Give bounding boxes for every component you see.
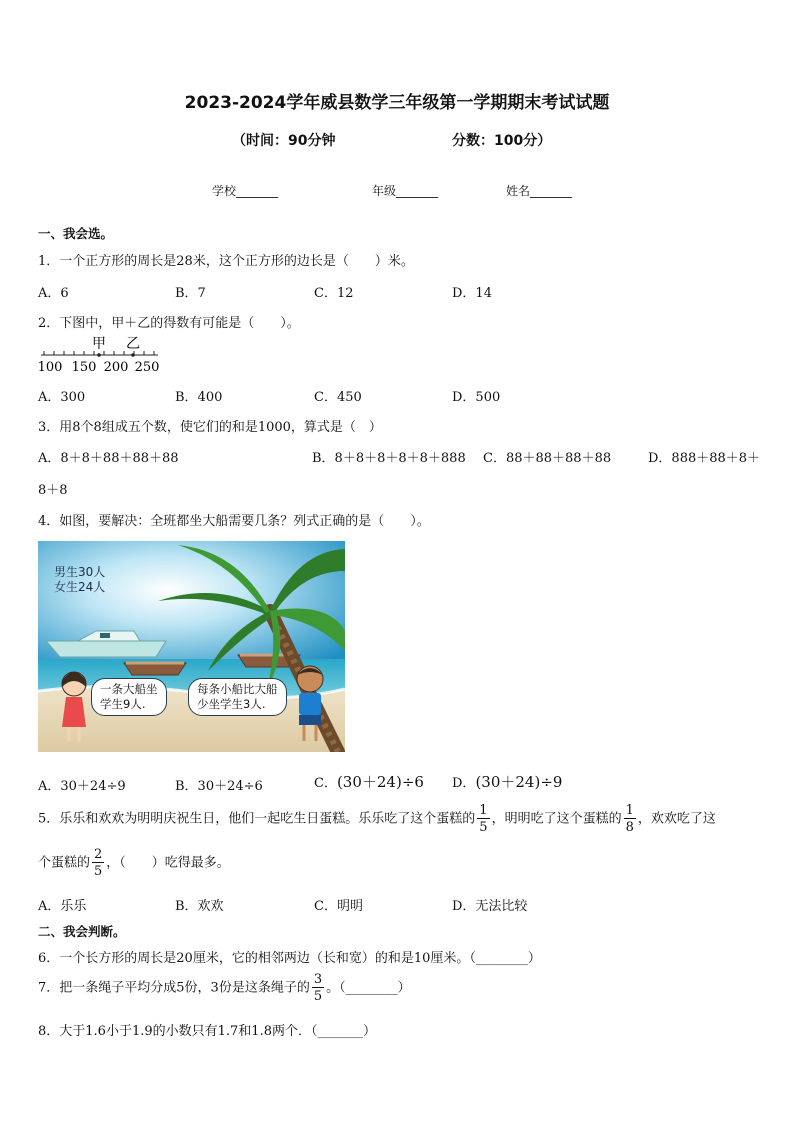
- beach-scene-illustration: [38, 541, 345, 752]
- fraction-one-fifth: [477, 804, 489, 834]
- question-2-text: 2．下图中，甲＋乙的得数有可能是（ ）。: [38, 316, 300, 331]
- page-title: 2023-2024学年威县数学三年级第一学期期末考试试题: [184, 93, 610, 113]
- q4-option-d-expression: (30＋24)÷9: [475, 773, 563, 791]
- fraction-one-eighth: [624, 804, 636, 834]
- q3-option-d-continued: 8＋8: [38, 483, 68, 498]
- q5-option-b[interactable]: B．欢欢: [175, 899, 224, 914]
- fraction-numerator: 1: [479, 803, 488, 818]
- tick-label-200: 200: [103, 360, 129, 375]
- number-line-diagram: [36, 334, 166, 376]
- fraction-numerator: 3: [313, 972, 323, 987]
- boys-count-label: 男生30人: [54, 565, 106, 579]
- school-field[interactable]: 学校_______: [212, 184, 279, 198]
- point-yi: [131, 353, 135, 357]
- bubble-boy-line-2: 少坐学生3人.: [197, 697, 266, 711]
- q4-option-c-expression: (30＋24)÷6: [336, 773, 424, 791]
- bubble-boy-line-1: 每条小船比大船: [197, 682, 278, 696]
- fraction-denominator: 8: [625, 820, 634, 835]
- q5-text-part-4: 个蛋糕的: [38, 855, 91, 871]
- q4-option-d[interactable]: [452, 771, 562, 792]
- speech-bubble-girl: [91, 678, 167, 716]
- q3-option-a[interactable]: A．8＋8＋88＋88＋88: [38, 451, 179, 466]
- q4-option-c-prefix: C．: [314, 776, 337, 791]
- q1-option-d[interactable]: D．14: [452, 286, 492, 301]
- fraction-numerator: 2: [94, 847, 103, 862]
- q4-option-d-prefix: D．: [452, 776, 476, 791]
- q4-option-b[interactable]: B．30＋24÷6: [175, 779, 263, 794]
- grade-field[interactable]: 年级_______: [372, 184, 439, 198]
- q1-option-b[interactable]: B．7: [175, 286, 206, 301]
- label-jia: 甲: [92, 336, 106, 352]
- q4-option-c[interactable]: [314, 771, 424, 792]
- section-heading-choice: 一、我会选。: [38, 226, 114, 241]
- q5-text-part-2: ，明明吃了这个蛋糕的: [491, 811, 622, 827]
- fraction-denominator: 5: [313, 989, 323, 1004]
- q4-option-a[interactable]: A．30＋24÷9: [38, 779, 126, 794]
- q5-text-part-3: ，欢欢吃了这: [637, 811, 716, 827]
- q2-option-c[interactable]: C．450: [314, 390, 362, 405]
- q5-option-c[interactable]: C．明明: [314, 899, 363, 914]
- name-field[interactable]: 姓名_______: [506, 184, 573, 198]
- exam-score: 分数：100分）: [452, 133, 552, 149]
- fraction-denominator: 5: [94, 864, 103, 879]
- question-8-text: 8．大于1.6小于1.9的小数只有1.7和1.8两个．（_______）: [38, 1024, 376, 1039]
- q2-option-d[interactable]: D．500: [452, 390, 501, 405]
- q5-text-part-5: ，（ ）吃得最多。: [106, 855, 230, 871]
- bubble-girl-line-2: 学生9人.: [100, 697, 146, 711]
- q5-option-a[interactable]: A．乐乐: [38, 899, 87, 914]
- question-4-text: 4．如图，要解决：全班都坐大船需要几条？列式正确的是（ ）。: [38, 514, 430, 529]
- question-1-text: 1．一个正方形的周长是28米，这个正方形的边长是（ ）米。: [38, 254, 414, 269]
- q5-option-d[interactable]: D．无法比较: [452, 899, 528, 914]
- fraction-denominator: 5: [479, 820, 488, 835]
- exam-time: （时间：90分钟: [232, 133, 336, 149]
- q7-text-part-2: 。（________）: [326, 980, 411, 996]
- q3-option-d[interactable]: D．888＋88＋8＋: [648, 451, 761, 466]
- fraction-numerator: 1: [625, 803, 634, 818]
- section-heading-judge: 二、我会判断。: [38, 924, 126, 939]
- q1-option-c[interactable]: C．12: [314, 286, 354, 301]
- q7-text-part-1: 7．把一条绳子平均分成5份，3份是这条绳子的: [38, 980, 310, 996]
- point-jia: [97, 353, 101, 357]
- bubble-girl-line-1: 一条大船坐: [100, 682, 158, 696]
- tick-label-150: 150: [71, 360, 97, 375]
- q2-option-a[interactable]: A．300: [38, 390, 86, 405]
- question-5-line-2: [38, 848, 230, 878]
- label-yi: 乙: [126, 336, 140, 352]
- question-7-text: [38, 973, 411, 1003]
- tick-label-250: 250: [134, 360, 160, 375]
- q1-option-a[interactable]: A．6: [38, 286, 69, 301]
- girls-count-label: 女生24人: [54, 580, 106, 594]
- fraction-two-fifths: [92, 848, 104, 878]
- q2-option-b[interactable]: B．400: [175, 390, 223, 405]
- question-3-text: 3．用8个8组成五个数，使它们的和是1000，算式是（ ）: [38, 420, 382, 435]
- tick-label-100: 100: [37, 360, 63, 375]
- q3-option-b[interactable]: B．8＋8＋8＋8＋8＋888: [312, 451, 466, 466]
- fraction-three-fifths: [312, 973, 324, 1003]
- q3-option-c[interactable]: C．88＋88＋88＋88: [483, 451, 612, 466]
- question-6-text: 6．一个长方形的周长是20厘米，它的相邻两边（长和宽）的和是10厘米。（________）: [38, 951, 541, 966]
- question-5-line-1: [38, 804, 716, 834]
- speech-bubble-boy: [188, 678, 287, 716]
- q5-text-part-1: 5．乐乐和欢欢为明明庆祝生日，他们一起吃生日蛋糕。乐乐吃了这个蛋糕的: [38, 811, 476, 827]
